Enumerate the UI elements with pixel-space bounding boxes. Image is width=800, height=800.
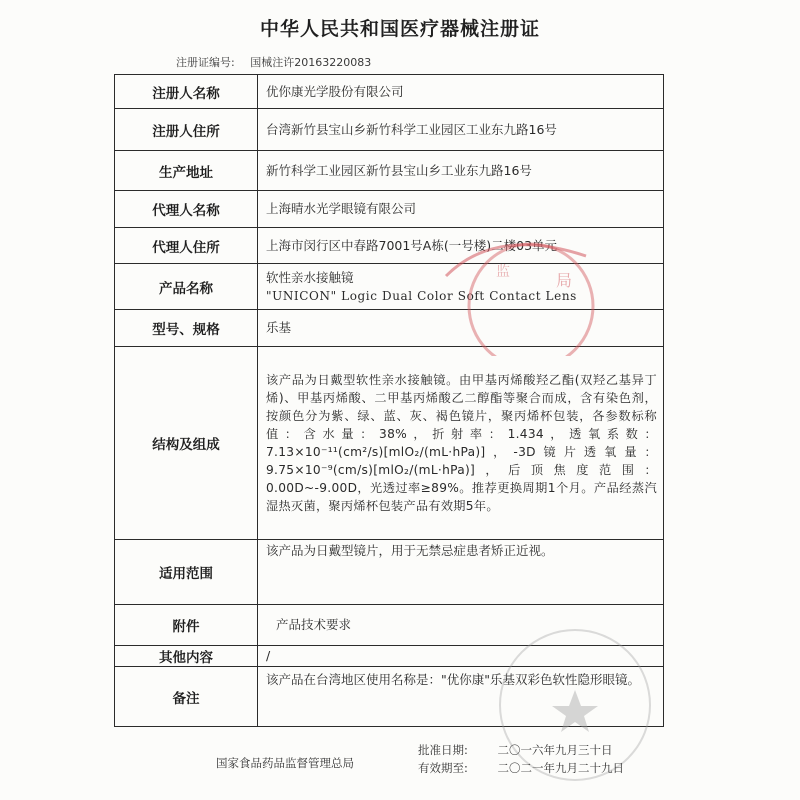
row-label: 代理人名称 [115, 191, 258, 228]
valid-until-value: 二〇二一年九月二十九日 [497, 761, 625, 775]
table-row [115, 109, 664, 151]
row-value: 上海市闵行区中春路7001号A栋(一号楼)二楼03单元 [258, 228, 664, 264]
table-row [115, 264, 664, 310]
dates-block [418, 741, 624, 777]
reg-no-value: 国械注许20163220083 [250, 56, 372, 69]
row-label: 型号、规格 [115, 310, 258, 347]
row-value: 产品技术要求 [258, 605, 664, 646]
row-label: 结构及组成 [115, 347, 258, 540]
row-value: 新竹科学工业园区新竹县宝山乡工业东九路16号 [258, 151, 664, 191]
page-title: 中华人民共和国医疗器械注册证 [259, 18, 540, 40]
table-row [115, 151, 664, 191]
table-row [115, 191, 664, 228]
registration-number [176, 54, 371, 70]
row-value: / [258, 646, 664, 667]
row-label: 注册人名称 [115, 75, 258, 109]
row-value: 该产品为日戴型镜片，用于无禁忌症患者矫正近视。 [258, 540, 664, 605]
row-label: 备注 [115, 667, 258, 727]
table-row [115, 540, 664, 605]
table-row [115, 605, 664, 646]
table-row [115, 228, 664, 264]
table-row [115, 646, 664, 667]
row-value: 该产品为日戴型软性亲水接触镜。由甲基丙烯酸羟乙酯(双羟乙基异丁烯)、甲基丙烯酸、二甲基丙烯酸乙二醇酯等聚合而成，含有染色剂，按颜色分为紫、绿、蓝、灰、褐色镜片，聚丙烯杯包装，各参数标称值：含水量：38%，折射率：1.434，透氧系数：7.13×10⁻¹¹(cm²/s)[mlO₂/(mL·hPa)]，-3D镜片透氧量：9.75×10⁻⁹(cm/s)[mlO₂/(mL·hPa)]，后顶焦度范围：0.00D~-9.00D，光透过率≥89%。推荐更换周期1个月。产品经蒸汽湿热灭菌，聚丙烯杯包装产品有效期5年。 [258, 347, 664, 540]
issuer: 国家食品药品监督管理总局 [216, 756, 354, 770]
row-value: 台湾新竹县宝山乡新竹科学工业园区工业东九路16号 [258, 109, 664, 151]
row-value: 优你康光学股份有限公司 [258, 75, 664, 109]
row-label: 附件 [115, 605, 258, 646]
row-label: 产品名称 [115, 264, 258, 310]
reg-no-label: 注册证编号: [176, 56, 235, 69]
product-name-cn: 软性亲水接触镜 [266, 269, 354, 285]
table-row [115, 310, 664, 347]
table-row [115, 75, 664, 109]
row-value: 上海晴水光学眼镜有限公司 [258, 191, 664, 228]
product-name-en: "UNICON" Logic Dual Color Soft Contact Lens [266, 288, 577, 303]
svg-text:监: 监 [496, 264, 510, 280]
valid-until-label: 有效期至: [418, 761, 468, 775]
approval-date-label: 批准日期: [418, 743, 468, 757]
table-row [115, 667, 664, 727]
certificate-table [114, 74, 664, 727]
row-label: 适用范围 [115, 540, 258, 605]
row-label: 其他内容 [115, 646, 258, 667]
approval-date-value: 二〇一六年九月三十日 [497, 743, 613, 757]
row-value: 乐基 [258, 310, 664, 347]
row-value [258, 264, 664, 310]
row-value: 该产品在台湾地区使用名称是："优你康"乐基双彩色软性隐形眼镜。 [258, 667, 664, 727]
row-label: 注册人住所 [115, 109, 258, 151]
row-label: 生产地址 [115, 151, 258, 191]
svg-text:局: 局 [556, 271, 573, 290]
table-row [115, 347, 664, 540]
row-label: 代理人住所 [115, 228, 258, 264]
